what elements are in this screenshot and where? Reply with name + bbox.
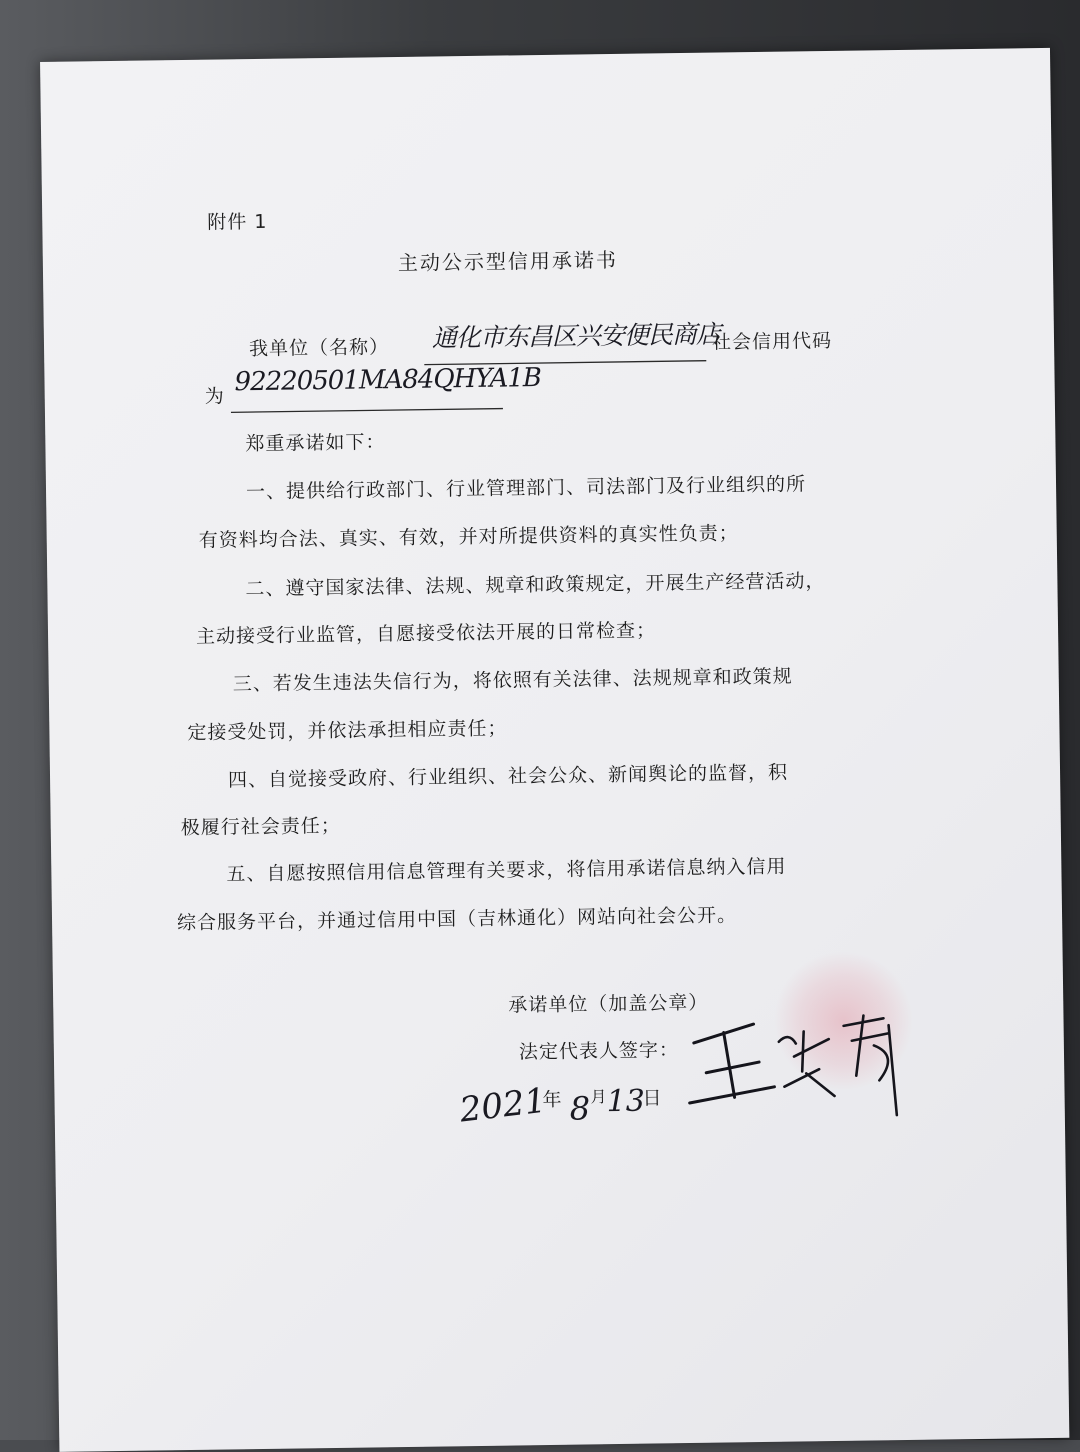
date-month-char: 月 bbox=[590, 1087, 608, 1107]
date-month-handwritten: 8 bbox=[569, 1089, 591, 1128]
item-5-line-2: 综合服务平台，并通过信用中国（吉林通化）网站向社会公开。 bbox=[176, 904, 738, 935]
unit-name-handwritten: 通化市东昌区兴安便民商店 bbox=[431, 319, 721, 353]
credit-code-prefix: 为 bbox=[204, 385, 225, 408]
item-5-line-1: 五、自愿按照信用信息管理有关要求，将信用承诺信息纳入信用 bbox=[226, 855, 787, 886]
pledge-intro: 郑重承诺如下： bbox=[245, 431, 386, 456]
seal-label: 承诺单位（加盖公章） bbox=[508, 991, 709, 1017]
legal-rep-label: 法定代表人签字： bbox=[518, 1039, 680, 1064]
document-title: 主动公示型信用承诺书 bbox=[397, 247, 619, 276]
item-3-line-1: 三、若发生违法失信行为，将依照有关法律、法规规章和政策规 bbox=[232, 665, 793, 696]
date-day-handwritten: 13 bbox=[606, 1083, 646, 1120]
attachment-label: 附件 1 bbox=[207, 210, 268, 234]
item-1-line-2: 有资料均合法、真实、有效，并对所提供资料的真实性负责； bbox=[198, 522, 739, 552]
item-4-line-2: 极履行社会责任； bbox=[180, 814, 341, 840]
item-3-line-2: 定接受处罚，并依法承担相应责任； bbox=[187, 717, 508, 744]
credit-code-handwritten: 92220501MA84QHYA1B bbox=[234, 363, 542, 398]
date-year-char: 年 bbox=[542, 1088, 563, 1112]
legal-rep-signature bbox=[683, 1000, 915, 1123]
credit-code-label: 社会信用代码 bbox=[711, 329, 833, 354]
date-year-handwritten: 2021 bbox=[457, 1080, 549, 1131]
credit-code-underline bbox=[231, 406, 506, 416]
item-4-line-1: 四、自觉接受政府、行业组织、社会公众、新闻舆论的监督，积 bbox=[227, 761, 789, 792]
item-1-line-1: 一、提供给行政部门、行业管理部门、司法部门及行业组织的所 bbox=[245, 473, 807, 504]
item-2-line-1: 二、遵守国家法律、法规、规章和政策规定，开展生产经营活动， bbox=[245, 570, 826, 601]
unit-line-prefix: 我单位（名称） bbox=[248, 336, 390, 361]
date-day-char: 日 bbox=[642, 1087, 663, 1110]
item-2-line-2: 主动接受行业监管，自愿接受依法开展的日常检查； bbox=[195, 619, 657, 648]
paper-sheet bbox=[40, 48, 1069, 1452]
